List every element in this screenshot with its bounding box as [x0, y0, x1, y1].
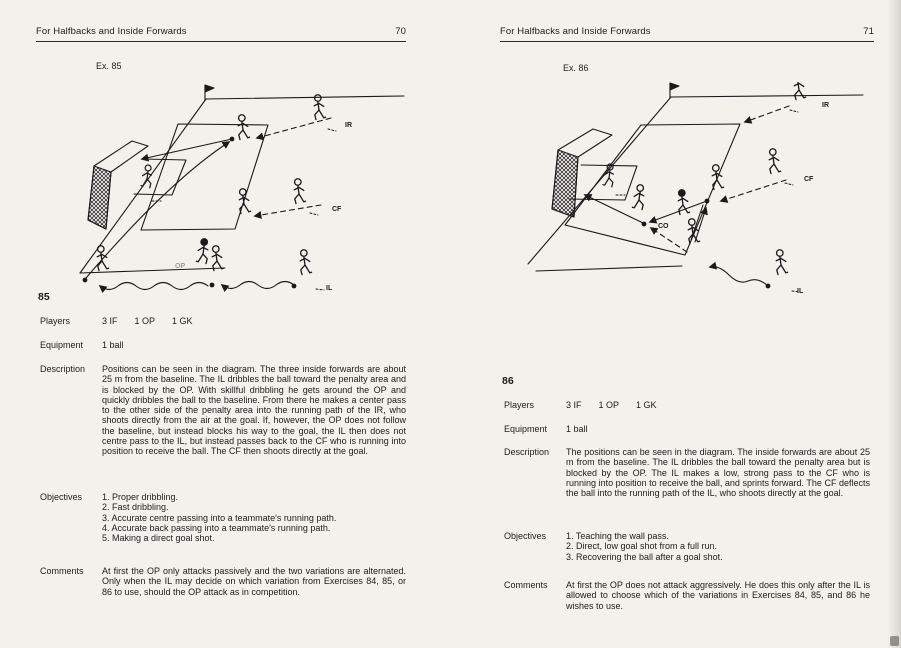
players-label: Players: [504, 400, 535, 410]
equipment-label: Equipment: [40, 340, 84, 350]
page-header: [36, 26, 406, 37]
players-value: 3 IF: [566, 400, 582, 410]
objectives-label: Objectives: [504, 531, 547, 541]
header-rule: [36, 41, 406, 42]
diagram-label-op: OP: [175, 263, 186, 270]
motion-dashes: [790, 110, 798, 112]
objectives-label: Objectives: [40, 492, 83, 502]
objective-item: 2. Fast dribbling.: [102, 502, 169, 513]
goal: [88, 141, 148, 229]
objective-item: 4. Accurate back passing into a teammate's running path.: [102, 522, 331, 533]
player-ir: [314, 95, 325, 120]
player-il: [300, 250, 311, 275]
play-lines: [86, 118, 336, 290]
page-number: 71: [863, 26, 874, 37]
players-value: 1 OP: [598, 400, 620, 410]
description-row: [504, 447, 870, 498]
objective-item: 3. Recovering the ball after a goal shot.: [566, 551, 723, 562]
players-label: Players: [40, 316, 71, 326]
description-label: Description: [40, 364, 86, 374]
objective-item: 3. Accurate centre passing into a teammate's running path.: [102, 512, 337, 523]
player-shooter: [238, 115, 249, 140]
motion-dashes: [310, 213, 318, 215]
goal-net: [88, 166, 111, 229]
exercise-label: Ex. 85: [96, 61, 122, 71]
book-page-left: [36, 20, 406, 640]
running-head: For Halfbacks and Inside Forwards: [36, 26, 187, 37]
equipment-row: [40, 340, 124, 350]
description-label: Description: [504, 447, 550, 457]
motion-dashes: [316, 289, 324, 290]
player-cf-end: [632, 185, 643, 210]
diagram-label-ir: IR: [345, 122, 352, 129]
player-cf: [769, 149, 780, 174]
equipment-value: 1 ball: [566, 424, 588, 434]
running-head: For Halfbacks and Inside Forwards: [500, 26, 651, 37]
objective-item: 1. Teaching the wall pass.: [566, 531, 669, 541]
page-number: 70: [395, 26, 406, 37]
run-line-ir: [257, 118, 331, 138]
description-text: The positions can be seen in the diagram. The inside forwards are about 25 m from the baseline. The IL dribbles the ball toward the penalty area but is blocked by the OP. The IL makes a low, strong pass to the CF who is running into position to receive the ball, and sprints forward. The CF deflects the ball into the running path of the IL, who shoots directly at the goal.: [566, 447, 870, 499]
shot-line: [585, 195, 643, 223]
dribble-line-1: [222, 282, 294, 289]
ball-icon: [83, 278, 88, 283]
diagram-label-cf: CF: [332, 206, 342, 213]
page-corner-mark: [890, 636, 899, 646]
objective-item: 5. Making a direct goal shot.: [102, 533, 215, 544]
field-lines: [80, 85, 404, 273]
dribble-line: [710, 267, 767, 285]
player-op-head: [679, 190, 685, 196]
diagram-label-il: IL: [797, 288, 804, 295]
diagram-label-il: IL: [326, 285, 333, 292]
ball-icon: [705, 199, 710, 204]
objectives-row: [504, 531, 870, 562]
objective-item: 2. Direct, low goal shot from a full run.: [566, 541, 718, 552]
player-cf: [294, 179, 305, 204]
description-row: [40, 364, 406, 457]
description-text: Positions can be seen in the diagram. The three inside forwards are about 25 m from the baseline. The IL dribbles the ball toward the penalty area and is blocked by the OP. With skillful dribbling he gets around the OP and quickly dribbles the ball to the baseline. From there he makes a center pass to the other side of the penalty area into the running path of the IR, who shoots directly from the air at the goal. If, however, the OP does not follow the baseline, but instead blocks his way to the goal, the IL then does not centre pass to the IL, but instead passes back to the CF who is running into position to receive the ball. The CF then shoots directly at the goal.: [102, 364, 406, 457]
player-ir: [794, 82, 805, 100]
players-value: 3 IF: [102, 316, 118, 326]
motion-dashes: [328, 129, 336, 131]
equipment-value: 1 ball: [102, 340, 124, 350]
players-value: 1 GK: [636, 400, 657, 410]
ball-icon: [292, 284, 297, 289]
comments-text: At first the OP does not attack aggressively. He does this only after the IL is allowed to choose which of the variations in Exercises 84, 85, and 86 he wishes to use.: [566, 580, 870, 611]
dribble-line-2: [100, 283, 208, 290]
players-row: [40, 316, 193, 326]
run-line-cf: [721, 180, 786, 201]
exercise-85-diagram: [28, 82, 428, 294]
ball-icon: [642, 222, 647, 227]
corner-flag-icon: [670, 83, 679, 90]
players-value: 1 OP: [134, 316, 156, 326]
players-row: [504, 400, 657, 410]
equipment-row: [504, 424, 588, 434]
ball-icon: [230, 137, 235, 142]
exercise-label: Ex. 86: [563, 63, 589, 73]
players-value: 1 GK: [172, 316, 193, 326]
diagram-label-cf: CF: [804, 176, 814, 183]
run-line-ir: [745, 106, 789, 122]
ball-icon: [766, 284, 771, 289]
player-il-mid: [212, 246, 223, 271]
play-lines: [585, 106, 800, 292]
player-figures: [603, 82, 806, 288]
player-il: [776, 250, 787, 275]
exercise-number: 86: [502, 375, 514, 387]
comments-row: [40, 566, 406, 597]
corner-flag-icon: [205, 85, 214, 92]
equipment-label: Equipment: [504, 424, 548, 434]
comments-label: Comments: [40, 566, 84, 576]
objective-item: 1. Proper dribbling.: [102, 492, 179, 502]
diagram-label-ir: IR: [822, 102, 829, 109]
run-line-cf: [255, 205, 321, 216]
exercise-86-diagram: [488, 82, 888, 314]
exercise-number: 85: [38, 291, 50, 303]
comments-label: Comments: [504, 580, 548, 590]
comments-row: [504, 580, 870, 611]
goal-net: [552, 150, 578, 217]
header-rule: [500, 41, 874, 42]
comments-text: At first the OP only attacks passively and the two variations are alternated. Only when the IL may decide on which variation from Exercises 84, 85, or 86 to use, should the OP attack as in competition.: [102, 566, 406, 597]
page-edge-shadow: [887, 0, 901, 648]
objectives-row: [40, 492, 406, 543]
player-op-head: [201, 239, 207, 245]
page-header: [500, 26, 874, 37]
diagram-label-co: CO: [658, 223, 669, 230]
motion-dashes: [785, 183, 793, 185]
book-page-right: [500, 20, 874, 640]
ball-icon: [210, 283, 215, 288]
